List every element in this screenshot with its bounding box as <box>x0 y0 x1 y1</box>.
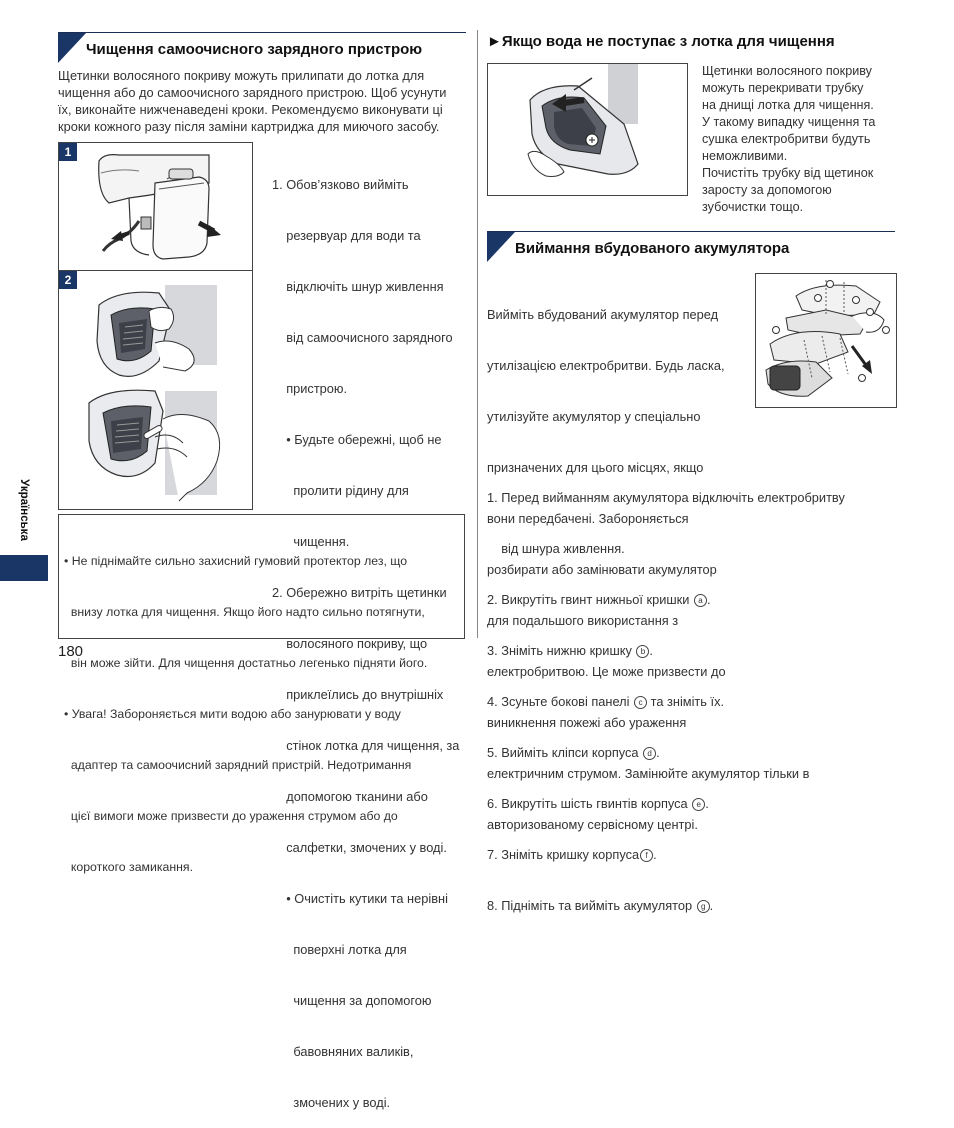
tray-cleaning-illustration <box>59 271 252 509</box>
step-line: чищення. <box>272 534 350 549</box>
battery-step <box>487 540 897 557</box>
battery-intro-line: електробритвою. Це може призвести до <box>487 664 726 679</box>
step-text: 5. Вийміть кліпси корпуса <box>487 745 639 760</box>
step-tail: . <box>653 847 657 862</box>
water-subheading: ►Якщо вода не поступає з лотка для чищення <box>487 33 835 50</box>
battery-intro-line: Вийміть вбудований акумулятор перед <box>487 307 719 322</box>
step-line: пролити рідину для <box>272 483 409 498</box>
part-marker-g: g <box>697 900 710 913</box>
water-line: сушка електробритви будуть <box>702 132 871 146</box>
note-line: він може зійти. Для чищення достатньо легенько підняти його. <box>64 656 428 670</box>
step-line: приклеїлись до внутрішніх <box>272 687 444 702</box>
step-text: 8. Підніміть та вийміть акумулятор <box>487 898 693 913</box>
note-line: цієї вимоги може призвести до ураження струмом або до <box>64 809 398 823</box>
part-marker-d: d <box>643 747 656 760</box>
figure-2-wipe-tray <box>58 270 253 510</box>
water-line: можуть перекривати трубку <box>702 81 864 95</box>
part-marker-e: e <box>692 798 705 811</box>
step-line: • Будьте обережні, щоб не <box>272 432 442 447</box>
tray-bottom-illustration <box>488 64 687 195</box>
step-tail: . <box>709 898 714 913</box>
note-line: адаптер та самоочисний зарядний пристрій. Недотримання <box>64 758 412 772</box>
step-line: від самоочисного зарядного <box>272 330 453 345</box>
battery-intro-line: призначених для цього місцях, якщо <box>487 460 704 475</box>
figure-1-remove-tank <box>58 142 253 271</box>
battery-intro-line: електричним струмом. Замінюйте акумулятор тільки в <box>487 766 810 781</box>
intro-line: Щетинки волосяного покриву можуть прилипати до лотка для <box>58 68 425 83</box>
step-text: 1. Перед вийманням акумулятора відключіть електробритву <box>487 490 845 505</box>
battery-intro-line: розбирати або замінювати акумулятор <box>487 562 717 577</box>
battery-step <box>487 795 897 812</box>
step-line: волосяного покриву, що <box>272 636 428 651</box>
battery-intro-line: утилізацією електробритви. Будь ласка, <box>487 358 725 373</box>
step-line: 2. Обережно витріть щетинки <box>272 585 447 600</box>
battery-step <box>487 897 897 914</box>
intro-line: їх, виконайте нижченаведені кроки. Рекомендуємо виконувати ці <box>58 102 443 117</box>
battery-intro-line: утилізуйте акумулятор у спеціально <box>487 409 701 424</box>
step-text: 6. Викрутіть шість гвинтів корпуса <box>487 796 688 811</box>
step-line: резервуар для води та <box>272 228 421 243</box>
water-line: Щетинки волосяного покриву <box>702 64 872 78</box>
battery-step <box>487 693 897 710</box>
step-text: 7. Зніміть кришку корпуса <box>487 847 640 862</box>
step-line: поверхні лотка для <box>272 942 407 957</box>
note-line: короткого замикання. <box>64 860 194 874</box>
step-text: від шнура живлення. <box>487 541 625 556</box>
water-line: У такому випадку чищення та <box>702 115 876 129</box>
water-line: заросту за допомогою <box>702 183 832 197</box>
section-heading-cleaning <box>58 32 466 63</box>
step-tail: . <box>656 745 660 760</box>
figure-tray-bottom <box>487 63 688 196</box>
language-side-label: Українська <box>18 479 30 541</box>
part-marker-a: a <box>694 594 707 607</box>
water-line: Почистіть трубку від щетинок <box>702 166 874 180</box>
part-marker-f: f <box>640 849 653 862</box>
language-tab-marker <box>0 555 48 581</box>
charger-illustration <box>59 143 252 270</box>
note-line: • Не піднімайте сильно захисний гумовий протектор лез, що <box>64 554 408 568</box>
battery-step <box>487 642 897 659</box>
step-tail: . <box>705 796 709 811</box>
intro-line: кроки кожного разу після заміни картриджа для миючого засобу. <box>58 119 440 134</box>
notes-text <box>64 519 462 910</box>
figure-number: 1 <box>59 143 77 161</box>
water-line: зубочистки тощо. <box>702 200 804 214</box>
battery-intro-line: для подальшого використання з <box>487 613 679 628</box>
page-number: 180 <box>58 643 84 660</box>
step-tail: . <box>706 592 711 607</box>
heading-marker <box>58 33 86 63</box>
step-line: чищення за допомогою <box>272 993 432 1008</box>
step-line: відключіть шнур живлення <box>272 279 444 294</box>
section-heading-battery <box>487 231 895 262</box>
battery-step <box>487 744 897 761</box>
battery-intro-line: виникнення пожежі або ураження <box>487 715 687 730</box>
note-line: внизу лотка для чищення. Якщо його надто сильно потягнути, <box>64 605 425 619</box>
heading-text: Чищення самоочисного зарядного пристрою <box>86 41 423 58</box>
water-line: на днищі лотка для чищення. <box>702 98 874 112</box>
battery-intro-line: вони передбачені. Забороняється <box>487 511 689 526</box>
step-tail: . <box>649 643 653 658</box>
battery-step <box>487 846 897 863</box>
step-tail: та зніміть їх. <box>647 694 725 709</box>
step-text: 3. Зніміть нижню кришку <box>487 643 632 658</box>
water-line: неможливими. <box>702 149 788 163</box>
column-divider <box>477 30 478 638</box>
battery-step <box>487 591 897 608</box>
battery-intro-line: авторизованому сервісному центрі. <box>487 817 698 832</box>
step-line: салфетки, змочених у воді. <box>272 840 447 855</box>
water-text <box>702 63 902 216</box>
step-line: • Очистіть кутики та нерівні <box>272 891 448 906</box>
step-line: 1. Обов’язково вийміть <box>272 177 409 192</box>
part-marker-b: b <box>636 645 649 658</box>
figure-number: 2 <box>59 271 77 289</box>
battery-steps <box>487 455 897 931</box>
part-marker-c: c <box>634 696 647 709</box>
step-text: 4. Зсуньте бокові панелі <box>487 694 630 709</box>
step-text: 2. Викрутіть гвинт нижньої кришки <box>487 592 690 607</box>
intro-line: чищення або до самоочисного зарядного пристрою. Щоб усунути <box>58 85 447 100</box>
note-line: • Увага! Забороняється мити водою або занурювати у воду <box>64 707 401 721</box>
step-line: допомогою тканини або <box>272 789 428 804</box>
step-line: стінок лотка для чищення, за <box>272 738 460 753</box>
cleaning-intro <box>58 67 468 135</box>
step-line: пристрою. <box>272 381 348 396</box>
heading-marker <box>487 232 515 262</box>
step-line: змочених у воді. <box>272 1095 391 1110</box>
battery-step <box>487 489 897 506</box>
step-line: бавовняних валиків, <box>272 1044 414 1059</box>
heading-text: Виймання вбудованого акумулятора <box>515 240 790 257</box>
